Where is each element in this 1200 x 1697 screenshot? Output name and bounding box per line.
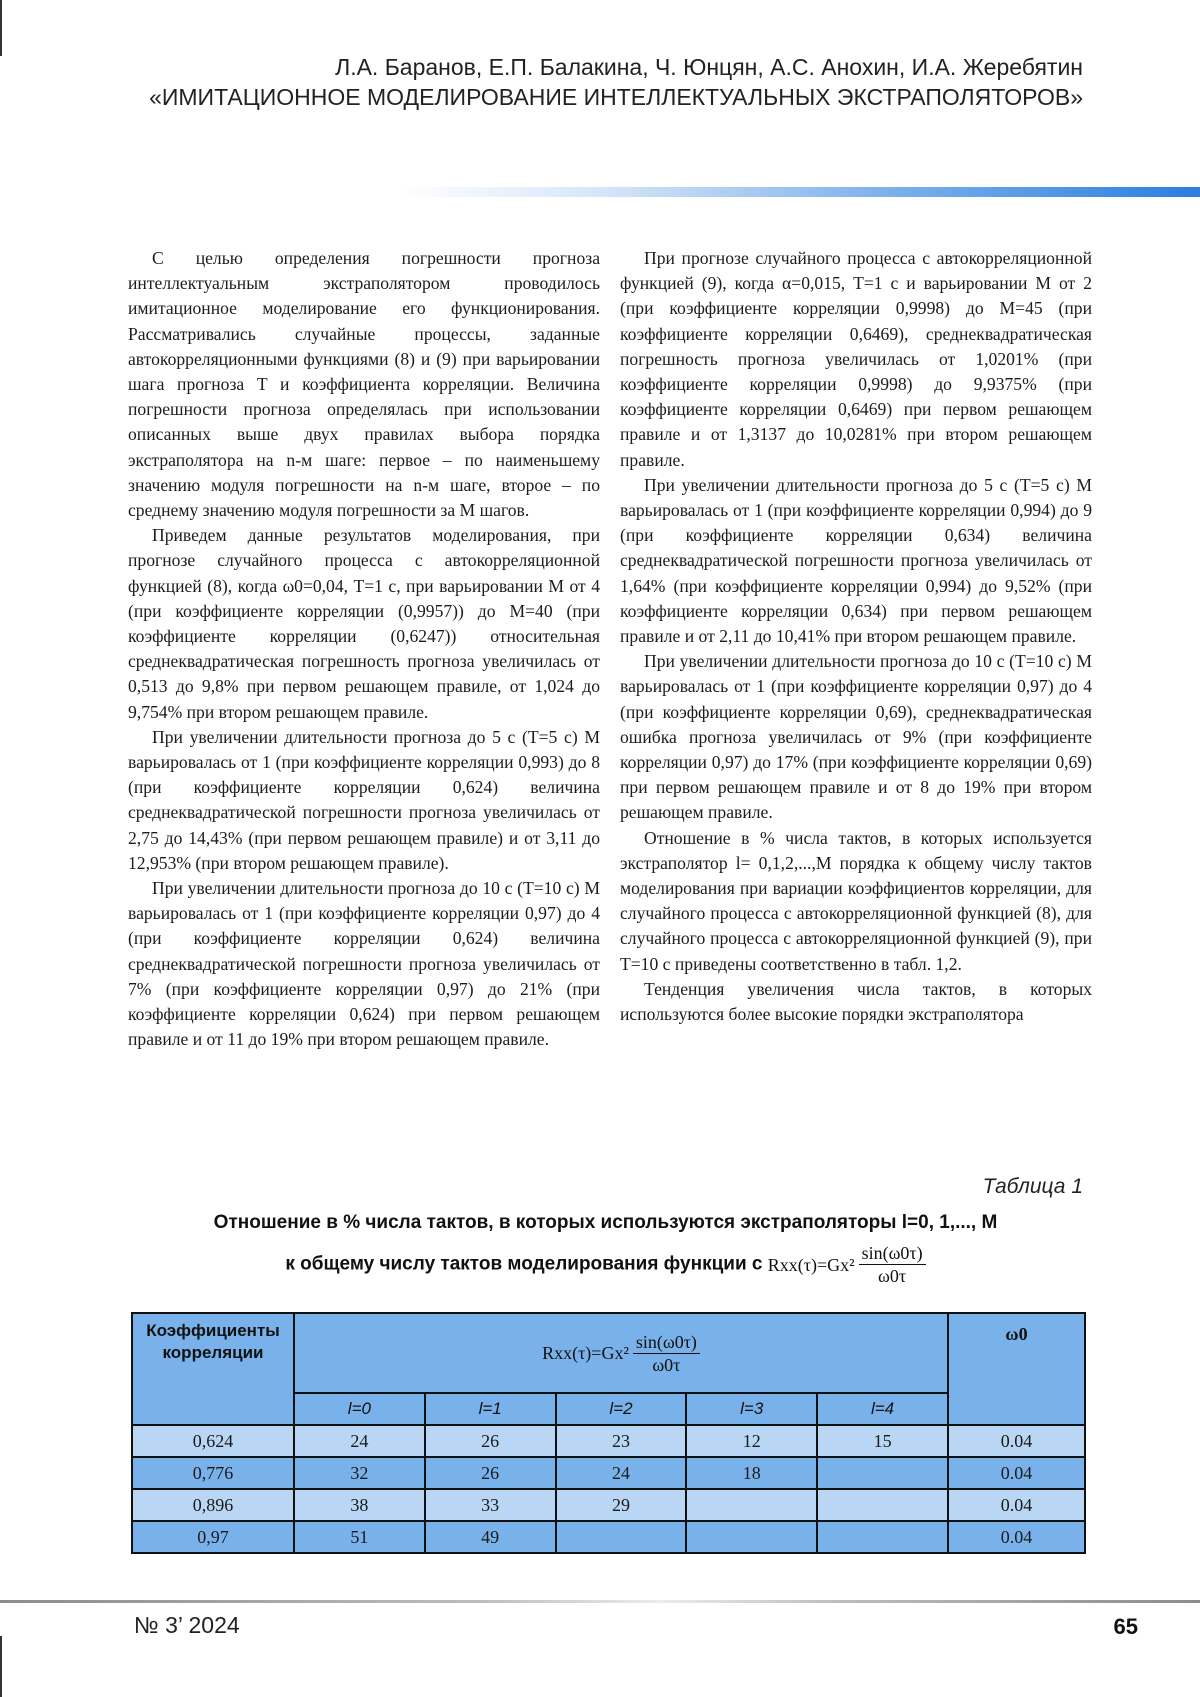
formula-fraction <box>859 1242 926 1287</box>
header-authors: Л.А. Баранов, Е.П. Балакина, Ч. Юнцян, А.С. Анохин, И.А. Жеребятин <box>335 54 1083 80</box>
cell: 49 <box>425 1521 556 1553</box>
left-column <box>128 246 600 1053</box>
cell: 26 <box>425 1425 556 1457</box>
data-table <box>131 1312 1086 1554</box>
cell-corr: 0,896 <box>132 1489 294 1521</box>
right-column <box>620 246 1092 1027</box>
cell-omega: 0.04 <box>948 1489 1085 1521</box>
paragraph: При увеличении длительности прогноза до 10 с (T=10 с) M варьировалась от 1 (при коэффициенте корреляции 0,97) до 4 (при коэффициенте корреляции 0,624) величина среднеквадратической погрешности прогноза увеличилась от 7% (при коэффициенте корреляции 0,97) до 21% (при коэффициенте корреляции 0,624) при первом решающем правиле и от 11 до 19% при втором решающем правиле. <box>128 878 600 1050</box>
footer-rule <box>0 1600 1200 1603</box>
caption-formula <box>768 1242 926 1287</box>
page-number: 65 <box>1113 1614 1138 1639</box>
cell-corr: 0,624 <box>132 1425 294 1457</box>
crop-mark-bottom <box>0 1636 2 1697</box>
cell-omega: 0.04 <box>948 1425 1085 1457</box>
paragraph: Отношение в % числа тактов, в которых используется экстраполятор l= 0,1,2,...,M порядка к общему числу тактов моделирования при вариации коэффициентов корреляции, для случайного процесса с автокорреляционной функцией (8), для случайного процесса с автокорреляционной функцией (9), при T=10 с приведены соответственно в табл. 1,2. <box>620 827 1092 974</box>
cell: 29 <box>556 1489 687 1521</box>
cell: 24 <box>556 1457 687 1489</box>
caption-line-2-text: к общему числу тактов моделирования функции с <box>285 1253 763 1275</box>
cell: 51 <box>294 1521 425 1553</box>
cell-omega: 0.04 <box>948 1521 1085 1553</box>
cell: 33 <box>425 1489 556 1521</box>
formula-denominator: ω0τ <box>652 1354 681 1375</box>
table-row <box>132 1425 1085 1457</box>
header-gradient-bar <box>400 187 1200 197</box>
header-l0: l=0 <box>294 1393 425 1425</box>
cell: 24 <box>294 1425 425 1457</box>
cell: 23 <box>556 1425 687 1457</box>
header-correlation: Коэффициенты корреляции <box>132 1313 294 1425</box>
formula-lhs: Rxx(τ)=Gx² <box>542 1342 629 1363</box>
crop-mark-top <box>0 0 2 56</box>
header-l2: l=2 <box>556 1393 687 1425</box>
table-row <box>132 1457 1085 1489</box>
header-formula <box>294 1313 948 1393</box>
table-row <box>132 1521 1085 1553</box>
table-caption <box>128 1208 1083 1287</box>
cell <box>686 1521 817 1553</box>
cell: 38 <box>294 1489 425 1521</box>
header-l4: l=4 <box>817 1393 948 1425</box>
cell <box>556 1521 687 1553</box>
table-row <box>132 1489 1085 1521</box>
paragraph: Приведем данные результатов моделирования, при прогнозе случайного процесса с автокорреляционной функцией (8), когда ω0=0,04, T=1 с, при варьировании M от 4 (при коэффициенте корреляции (0,9957)) до M=40 (при коэффициенте корреляции (0,6247)) относительная среднеквадратическая погрешность прогноза увеличилась от 0,513 до 9,8% при первом решающем правиле, от 1,024 до 9,754% при втором решающем правиле. <box>128 525 600 722</box>
cell: 15 <box>817 1425 948 1457</box>
paragraph: С целью определения погрешности прогноза интеллектуальным экстраполятором проводилось имитационное моделирование его функционирования. Рассматривались случайные процессы, заданные автокорреляционными функциями (8) и (9) при варьировании шага прогноза T и коэффициента корреляции. Величина погрешности прогноза определялась при использовании описанных выше двух правилах выбора порядка экстраполятора на n-м шаге: первое – по наименьшему значению модуля погрешности на n-м шаге, второе – по среднему значению модуля погрешности за M шагов. <box>128 248 600 521</box>
formula-fraction <box>633 1331 700 1376</box>
table-header-row <box>132 1313 1085 1393</box>
formula-numerator: sin(ω0τ) <box>859 1242 926 1265</box>
caption-line-1: Отношение в % числа тактов, в которых используются экстраполяторы l=0, 1,..., M <box>213 1212 998 1233</box>
table-label: Таблица 1 <box>982 1175 1083 1198</box>
header-l3: l=3 <box>686 1393 817 1425</box>
formula-lhs: Rxx(τ)=Gx² <box>767 1254 855 1275</box>
cell <box>817 1521 948 1553</box>
header-l1: l=1 <box>425 1393 556 1425</box>
issue-number: № 3’ 2024 <box>134 1612 240 1638</box>
formula-numerator: sin(ω0τ) <box>633 1331 700 1354</box>
paragraph: Тенденция увеличения числа тактов, в которых используются более высокие порядки экстраполятора <box>620 978 1092 1025</box>
formula-denominator: ω0τ <box>878 1266 907 1286</box>
cell-corr: 0,97 <box>132 1521 294 1553</box>
paragraph: При прогнозе случайного процесса с автокорреляционной функцией (9), когда α=0,015, T=1 с и варьировании M от 2 (при коэффициенте корреляции 0,9998) до M=45 (при коэффициенте корреляции 0,6469), среднеквадратическая погрешность прогноза увеличилась от 1,0201% (при коэффициенте корреляции 0,9998) до 9,9375% (при коэффициенте корреляции 0,6469) при первом решающем правиле и от 1,3137 до 10,0281% при втором решающем правиле. <box>620 248 1092 470</box>
cell: 32 <box>294 1457 425 1489</box>
header-title: «ИМИТАЦИОННОЕ МОДЕЛИРОВАНИЕ ИНТЕЛЛЕКТУАЛЬНЫХ ЭКСТРАПОЛЯТОРОВ» <box>149 84 1083 110</box>
cell <box>817 1457 948 1489</box>
paragraph: При увеличении длительности прогноза до 5 с (T=5 с) M варьировалась от 1 (при коэффициенте корреляции 0,994) до 9 (при коэффициенте корреляции 0,634) величина среднеквадратической погрешности прогноза увеличилась от 1,64% (при коэффициенте корреляции 0,994) до 9,52% (при коэффициенте корреляции 0,634) при первом решающем правиле и от 2,11 до 10,41% при втором решающем правиле. <box>620 474 1092 647</box>
cell-corr: 0,776 <box>132 1457 294 1489</box>
paragraph: При увеличении длительности прогноза до 10 с (T=10 с) M варьировалась от 1 (при коэффициенте корреляции 0,97) до 4 (при коэффициенте корреляции 0,69), среднеквадратическая ошибка прогноза увеличилась от 9% (при коэффициенте корреляции 0,97) до 17% (при коэффициенте корреляции 0,69) при первом решающем правиле и от 8 до 19% при втором решающем правиле. <box>620 651 1092 823</box>
cell <box>686 1489 817 1521</box>
running-header <box>149 52 1083 112</box>
cell <box>817 1489 948 1521</box>
caption-line-2 <box>128 1242 1083 1287</box>
header-omega: ω0 <box>948 1313 1085 1425</box>
cell: 18 <box>686 1457 817 1489</box>
paragraph: При увеличении длительности прогноза до 5 с (T=5 с) M варьировалась от 1 (при коэффициенте корреляции 0,993) до 8 (при коэффициенте корреляции 0,624) величина среднеквадратической погрешности прогноза увеличилась от 2,75 до 14,43% (при первом решающем правиле) и от 3,11 до 12,953% (при втором решающем правиле). <box>128 726 600 873</box>
cell: 12 <box>686 1425 817 1457</box>
header-formula-expr <box>542 1331 700 1376</box>
cell-omega: 0.04 <box>948 1457 1085 1489</box>
cell: 26 <box>425 1457 556 1489</box>
